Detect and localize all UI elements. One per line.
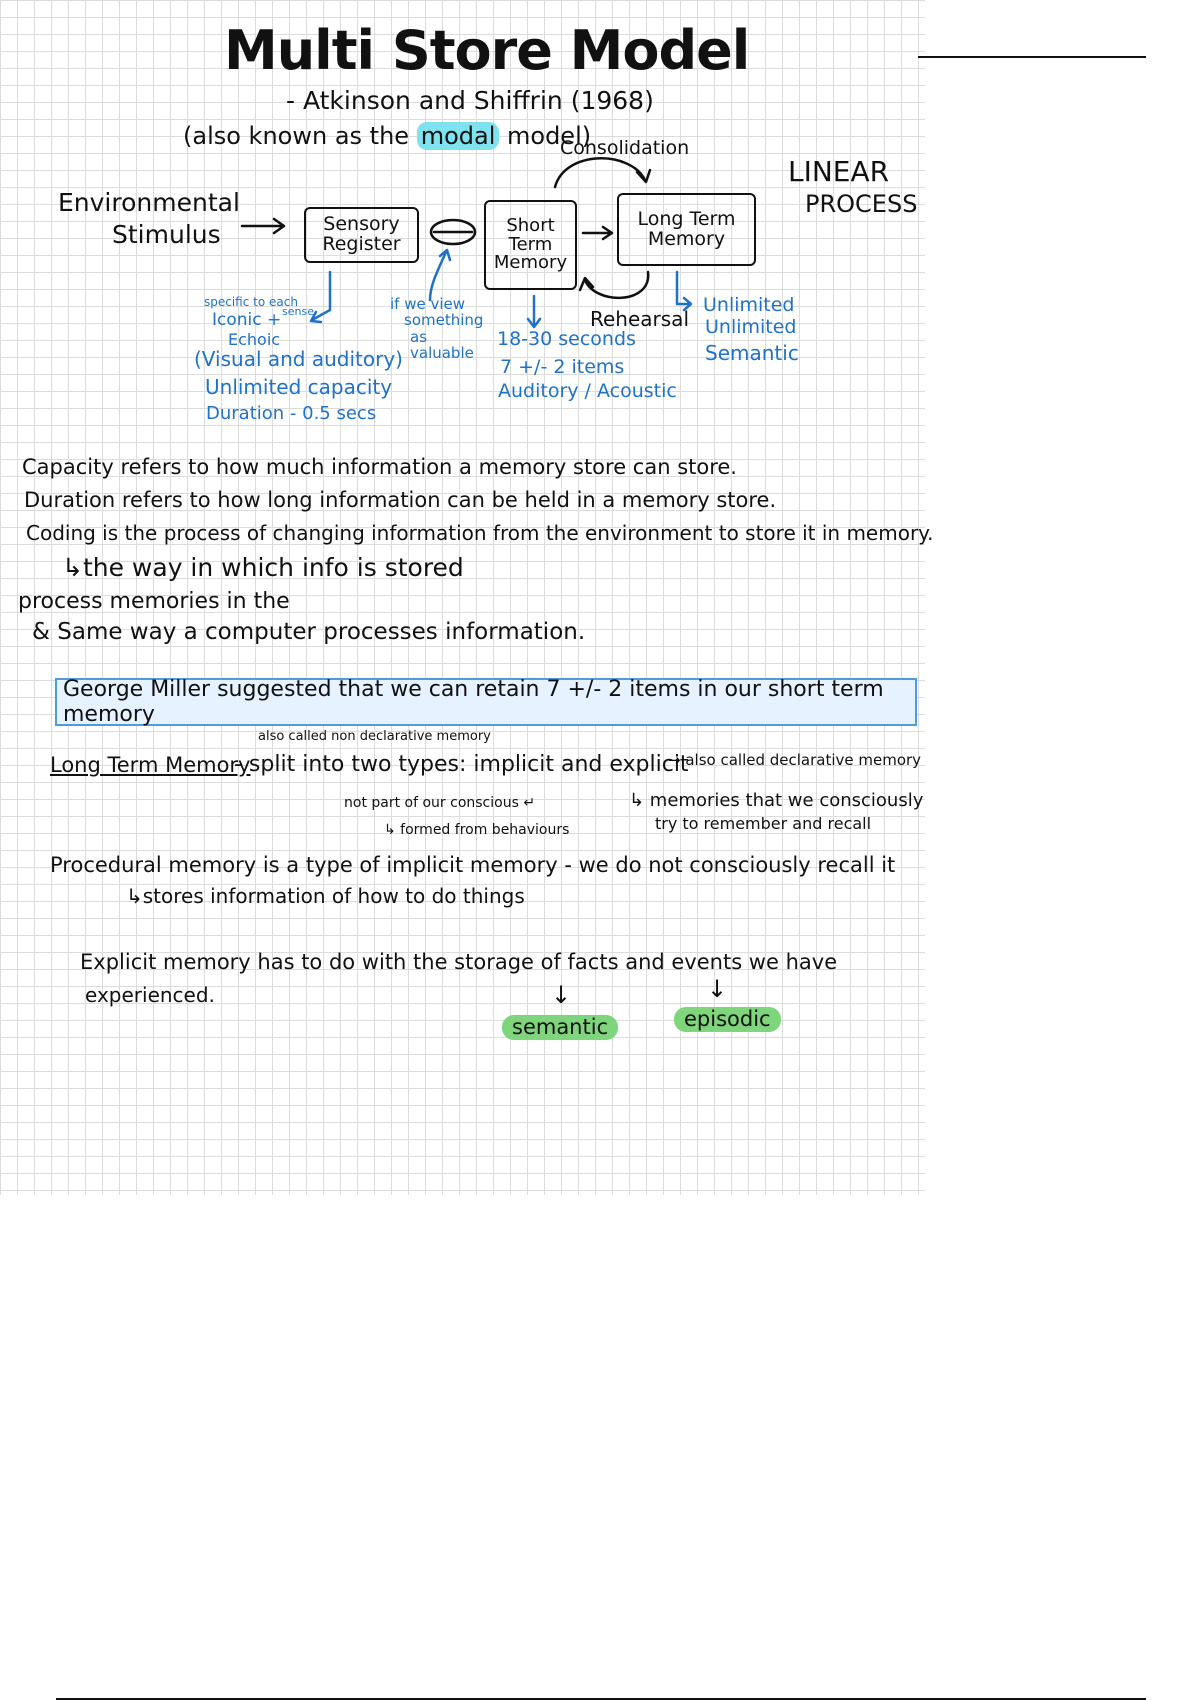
stm-note-2: 7 +/- 2 items bbox=[500, 356, 625, 378]
ltm-note-3: Semantic bbox=[705, 341, 799, 365]
ltm-label-2: Memory bbox=[647, 227, 726, 250]
explicit-note-2: try to remember and recall bbox=[655, 814, 872, 833]
stm-label-3: Memory bbox=[493, 252, 568, 274]
ltm-note-arrow bbox=[677, 272, 691, 310]
attention-note-4: valuable bbox=[410, 344, 474, 362]
sensory-specific-1: specific to each bbox=[204, 295, 298, 309]
linear-process-2: PROCESS bbox=[805, 190, 918, 218]
sensory-note-4: Unlimited capacity bbox=[205, 375, 393, 399]
semantic-tag: semantic bbox=[502, 1015, 618, 1040]
aka-suffix: model) bbox=[507, 122, 592, 150]
procedural-text: Procedural memory is a type of implicit memory - we do not consciously recall it bbox=[50, 853, 896, 877]
sensory-note-3: (Visual and auditory) bbox=[194, 347, 403, 371]
nondeclarative-note: also called non declarative memory bbox=[258, 729, 491, 744]
episodic-tag: episodic bbox=[674, 1007, 781, 1032]
ltm-label-1: Long Term bbox=[637, 207, 736, 230]
sr-down-arrow bbox=[311, 272, 330, 322]
ltm-note-2: Unlimited bbox=[705, 316, 797, 338]
sensory-note-5: Duration - 0.5 secs bbox=[206, 403, 377, 424]
rehearsal-label: Rehearsal bbox=[590, 307, 689, 331]
explicit-line-2: experienced. bbox=[85, 983, 215, 1007]
input-label-2: Stimulus bbox=[112, 220, 221, 249]
input-label-1: Environmental bbox=[58, 188, 240, 217]
coding-definition: Coding is the process of changing information from the environment to store it in memory. bbox=[26, 521, 934, 545]
attention-arrow bbox=[430, 250, 450, 300]
ltm-note-1: Unlimited bbox=[703, 294, 795, 316]
linear-process-1: LINEAR bbox=[788, 155, 890, 188]
stm-label-1: Short bbox=[506, 214, 555, 236]
attention-note-2: something bbox=[404, 311, 484, 329]
consolidation-label: Consolidation bbox=[560, 137, 690, 159]
miller-callout-text: George Miller suggested that we can retain 7 +/- 2 items in our short term memory bbox=[63, 677, 884, 727]
subtitle: - Atkinson and Shiffrin (1968) bbox=[286, 86, 654, 115]
coding-note: ↳the way in which info is stored bbox=[62, 553, 464, 582]
aka-prefix: (also known as the bbox=[183, 122, 410, 150]
aka-highlight: modal bbox=[417, 122, 500, 150]
arrow-stimulus-to-sr bbox=[242, 219, 284, 233]
sensory-register-label-2: Register bbox=[322, 233, 401, 255]
capacity-definition: Capacity refers to how much information a memory store can store. bbox=[22, 455, 737, 479]
ltm-heading: Long Term Memory bbox=[50, 753, 251, 777]
implicit-note-2: ↳ formed from behaviours bbox=[384, 822, 570, 838]
stm-down-arrow bbox=[528, 296, 540, 327]
declarative-note: → also called declarative memory bbox=[668, 751, 922, 769]
page-title: Multi Store Model bbox=[224, 19, 750, 82]
process-line-1: process memories in the bbox=[18, 589, 290, 614]
sensory-register-label-1: Sensory bbox=[323, 213, 400, 236]
explicit-note-1: ↳ memories that we consciously bbox=[629, 790, 924, 811]
explicit-line-1: Explicit memory has to do with the storage of facts and events we have bbox=[80, 950, 838, 974]
stm-note-1: 18-30 seconds bbox=[497, 328, 636, 350]
episodic-arrow: ↓ bbox=[707, 975, 728, 1003]
sensory-specific-2: sense bbox=[282, 305, 314, 318]
stm-label-2: Term bbox=[508, 233, 553, 255]
arrow-stm-to-ltm bbox=[583, 227, 612, 239]
sensory-note-2: Echoic bbox=[228, 330, 281, 349]
rehearsal-loop bbox=[580, 272, 648, 298]
attention-note-1: if we view bbox=[390, 295, 466, 313]
sensory-note-1: Iconic + bbox=[212, 310, 282, 330]
miller-callout-box bbox=[55, 678, 917, 726]
ltm-split-text: - split into two types: implicit and explicit bbox=[234, 752, 689, 777]
attention-note-3: as bbox=[410, 328, 428, 346]
duration-definition: Duration refers to how long information can be held in a memory store. bbox=[24, 488, 777, 512]
semantic-arrow: ↓ bbox=[551, 981, 572, 1009]
process-line-2: & Same way a computer processes information. bbox=[32, 619, 586, 645]
stm-note-3: Auditory / Acoustic bbox=[498, 380, 677, 402]
diagram-arrows bbox=[0, 0, 925, 460]
procedural-note: ↳stores information of how to do things bbox=[126, 884, 525, 908]
consolidation-arc bbox=[555, 158, 650, 187]
implicit-note-1: not part of our conscious ↵ bbox=[344, 795, 536, 811]
header-rule bbox=[918, 56, 1146, 58]
